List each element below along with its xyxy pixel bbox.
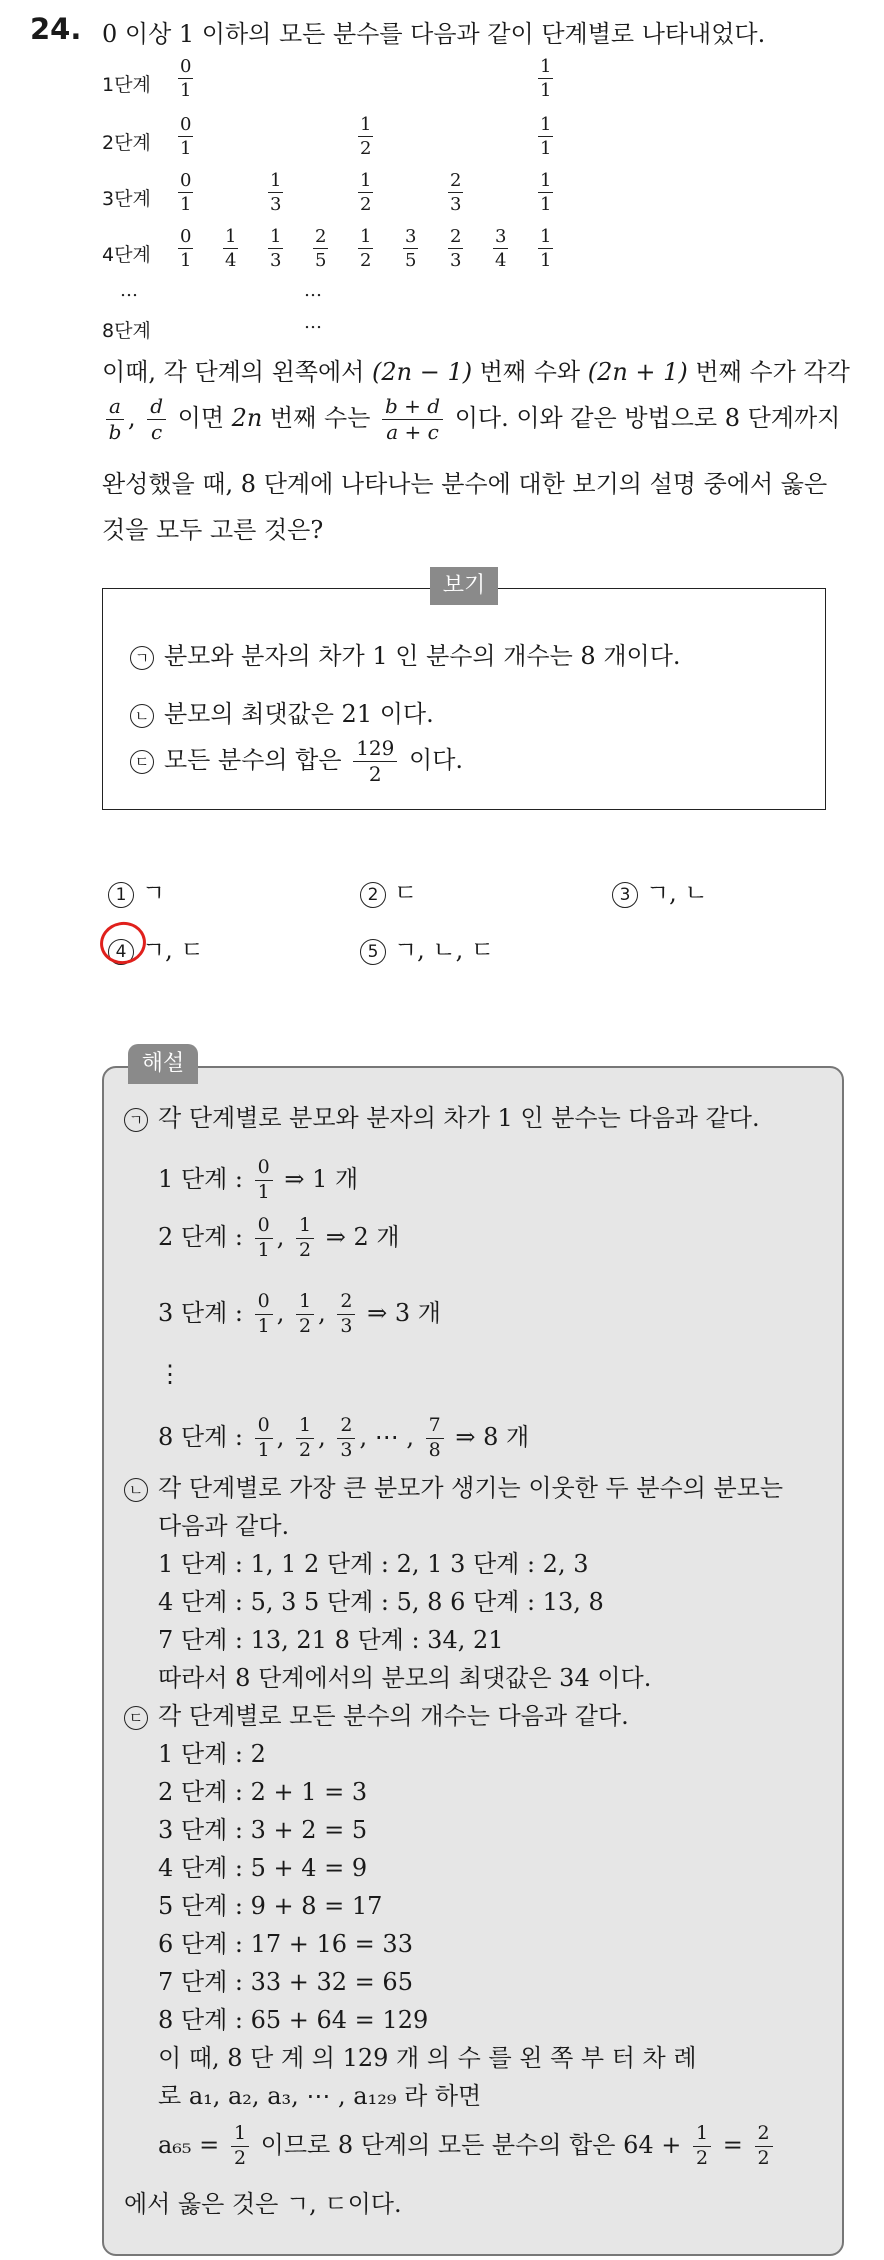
stage-fraction: $\frac{2}{3}$: [450, 226, 462, 271]
bogi-tag: 보기: [430, 567, 498, 605]
stage-fraction: $\frac{0}{1}$: [180, 56, 192, 101]
stage-label: 3단계: [102, 188, 151, 210]
stage-fraction: $\frac{1}{2}$: [360, 226, 372, 271]
stage-fraction: $\frac{1}{3}$: [270, 226, 282, 271]
circled-nieun-icon: ㄴ: [130, 704, 154, 728]
solution-c-line-10: 로 a₁, a₂, a₃, ⋯ , a₁₂₉ 라 하면: [158, 2082, 482, 2110]
solution-b-line-1: 1 단계 : 1, 1 2 단계 : 2, 1 3 단계 : 2, 3: [158, 1550, 589, 1578]
solution-c-line: 2 단계 : 2 + 1 = 3: [158, 1778, 368, 1806]
stage-fraction: $\frac{1}{1}$: [540, 226, 552, 271]
question-text: 0 이상 1 이하의 모든 분수를 다음과 같이 단계별로 나타내었다.: [102, 20, 766, 48]
bogi-item-2: ㄴ 분모의 최댓값은 21 이다.: [130, 694, 434, 729]
solution-c-line-11: a₆₅ = $\frac{1}{2}$ 이므로 8 단계의 모든 분수의 합은 64 + $\frac{1}{2}$ = $\frac{2}{2}$: [158, 2124, 777, 2169]
option-3[interactable]: 3 ㄱ, ㄴ: [612, 873, 708, 908]
circled-digeut-icon: ㄷ: [130, 750, 154, 774]
condition-line-2: $\frac{a}{b}$ , $\frac{d}{c}$ 이면 2n 번째 수는 $\frac{b + d}{a + c}$ 이다. 이와 같은 방법으로 8 단계까지: [102, 396, 872, 443]
stage-fraction: $\frac{2}{3}$: [450, 170, 462, 215]
stage-fraction: $\frac{1}{1}$: [540, 114, 552, 159]
condition-line-4: 것을 모두 고른 것은?: [102, 516, 324, 544]
option-4[interactable]: 4 ㄱ, ㄷ: [108, 930, 204, 965]
stage-fraction: $\frac{1}{1}$: [540, 170, 552, 215]
bogi-item-3: ㄷ 모든 분수의 합은 $\frac{129}{2}$ 이다.: [130, 738, 463, 785]
stage-fraction: $\frac{1}{2}$: [360, 114, 372, 159]
solution-final: 에서 옳은 것은 ㄱ, ㄷ이다.: [124, 2190, 402, 2218]
solution-c-line: 5 단계 : 9 + 8 = 17: [158, 1892, 383, 1920]
circled-digeut-icon: ㄷ: [124, 1706, 148, 1730]
stage-ellipsis-left: …: [120, 280, 140, 301]
solution-b-line-2: 4 단계 : 5, 3 5 단계 : 5, 8 6 단계 : 13, 8: [158, 1588, 604, 1616]
stage-label: 1단계: [102, 74, 151, 96]
solution-c-line: 6 단계 : 17 + 16 = 33: [158, 1930, 413, 1958]
solution-c-line: 1 단계 : 2: [158, 1740, 266, 1768]
stage-fraction: $\frac{1}{3}$: [270, 170, 282, 215]
solution-c-line: 7 단계 : 33 + 32 = 65: [158, 1968, 413, 1996]
stage-label: 2단계: [102, 132, 151, 154]
solution-a-stage2: 2 단계 : $\frac{0}{1}$ , $\frac{1}{2}$ ⇒ 2 개: [158, 1214, 400, 1261]
stage-ellipsis-mid: …: [304, 280, 324, 301]
stage-fraction: $\frac{0}{1}$: [180, 114, 192, 159]
fraction-a-over-b: $\frac{a}{b}$: [106, 396, 124, 443]
solution-b-heading-1: ㄴ 각 단계별로 가장 큰 분모가 생기는 이웃한 두 분수의 분모는: [124, 1474, 783, 1503]
stage-fraction: $\frac{0}{1}$: [180, 170, 192, 215]
stage-label: 4단계: [102, 244, 151, 266]
solution-c-line: 8 단계 : 65 + 64 = 129: [158, 2006, 429, 2034]
solution-b-line-4: 따라서 8 단계에서의 분모의 최댓값은 34 이다.: [158, 1664, 652, 1692]
stage-fraction: $\frac{2}{5}$: [315, 226, 327, 271]
solution-a-stage8: 8 단계 : $\frac{0}{1}$ , $\frac{1}{2}$ , $\frac{2}{3}$ , ⋯ , $\frac{7}{8}$ ⇒ 8 개: [158, 1414, 530, 1461]
stage-ellipsis-8: …: [304, 312, 324, 333]
solution-b-heading-2: 다음과 같다.: [158, 1512, 290, 1540]
stage-fraction: $\frac{1}{2}$: [360, 170, 372, 215]
stage-fraction: $\frac{1}{4}$: [225, 226, 237, 271]
circled-nieun-icon: ㄴ: [124, 1478, 148, 1502]
circled-giyeok-icon: ㄱ: [124, 1108, 148, 1132]
solution-c-line: 4 단계 : 5 + 4 = 9: [158, 1854, 368, 1882]
stage-fraction: $\frac{3}{4}$: [495, 226, 507, 271]
circled-giyeok-icon: ㄱ: [130, 646, 154, 670]
condition-line-1: 이때, 각 단계의 왼쪽에서 (2n − 1) 번째 수와 (2n + 1) 번째 수가 각각: [102, 358, 850, 386]
solution-c-heading: ㄷ 각 단계별로 모든 분수의 개수는 다음과 같다.: [124, 1702, 629, 1731]
solution-a-heading: ㄱ 각 단계별로 분모와 분자의 차가 1 인 분수는 다음과 같다.: [124, 1104, 760, 1133]
stage-label-8: 8단계: [102, 320, 151, 342]
solution-tag: 해설: [128, 1044, 198, 1084]
condition-line-3: 완성했을 때, 8 단계에 나타나는 분수에 대한 보기의 설명 중에서 옳은: [102, 470, 828, 498]
fraction-mediant: $\frac{b + d}{a + c}$: [382, 396, 443, 443]
stage-fraction: $\frac{3}{5}$: [405, 226, 417, 271]
solution-b-line-3: 7 단계 : 13, 21 8 단계 : 34, 21: [158, 1626, 504, 1654]
solution-c-line: 3 단계 : 3 + 2 = 5: [158, 1816, 368, 1844]
solution-a-stage1: 1 단계 : $\frac{0}{1}$ ⇒ 1 개: [158, 1156, 359, 1203]
fraction-d-over-c: $\frac{d}{c}$: [147, 396, 166, 443]
solution-a-vdots: ⋮: [158, 1360, 182, 1388]
stage-fraction: $\frac{1}{1}$: [540, 56, 552, 101]
solution-a-stage3: 3 단계 : $\frac{0}{1}$ , $\frac{1}{2}$ , $\frac{2}{3}$ ⇒ 3 개: [158, 1290, 441, 1337]
solution-c-line-9: 이 때, 8 단 계 의 129 개 의 수 를 왼 쪽 부 터 차 례: [158, 2044, 697, 2072]
option-2[interactable]: 2 ㄷ: [360, 873, 417, 908]
question-number: 24.: [30, 12, 82, 46]
stage-fraction: $\frac{0}{1}$: [180, 226, 192, 271]
option-5[interactable]: 5 ㄱ, ㄴ, ㄷ: [360, 930, 494, 965]
bogi-item-1: ㄱ 분모와 분자의 차가 1 인 분수의 개수는 8 개이다.: [130, 636, 681, 671]
option-1[interactable]: 1 ㄱ: [108, 873, 165, 908]
